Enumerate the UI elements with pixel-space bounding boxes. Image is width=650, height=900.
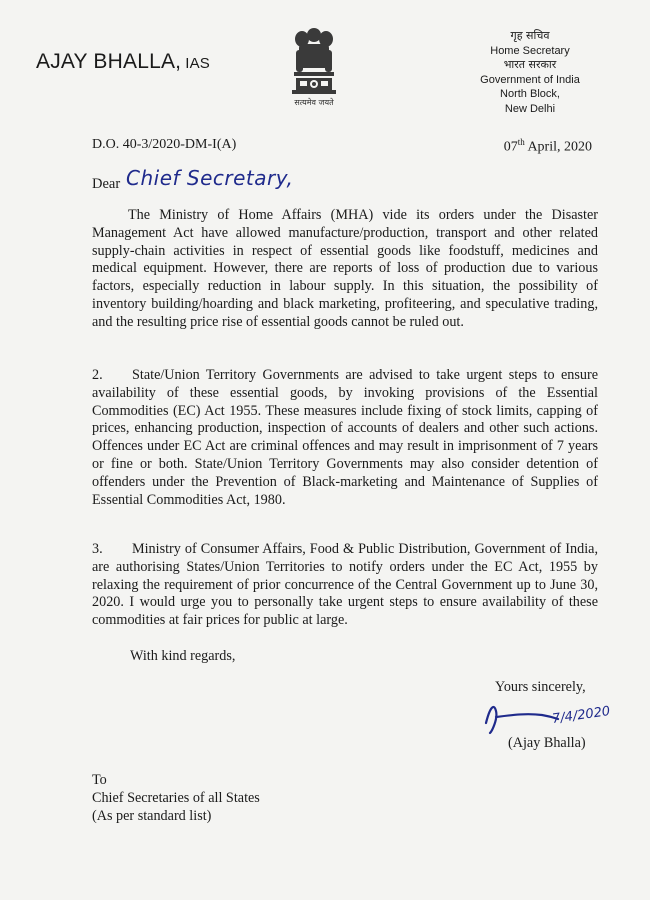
kind-regards: With kind regards, <box>130 648 236 664</box>
office-city: New Delhi <box>504 102 556 115</box>
national-emblem-icon <box>290 26 338 106</box>
paragraph-1: The Ministry of Home Affairs (MHA) vide its orders under the Disaster Management Act have allowed manufacture/production, transport and other related supply-chain activities in respect of essential goods like foodstuff, medicines and medical equipment. However, there are reports of loss of production due to various factors, especially reduction in labour supply. In this situation, the possibility of inventory building/hoarding and black marketing, profiteering, and speculative trading, and the resulting price rise of essential goods cannot be ruled out. <box>92 207 598 330</box>
reference-number: D.O. 40-3/2020-DM-I(A) <box>92 137 237 152</box>
office-govt-hindi: भारत सरकार <box>503 58 557 71</box>
paragraph-2-number: 2. <box>92 367 103 383</box>
recipients-note: (As per standard list) <box>92 808 212 824</box>
paragraph-3: 3. Ministry of Consumer Affairs, Food & Public Distribution, Government of India, are authorising States/Union Territories to notify orders under the EC Act, 1955 by relaxing the requirement of prior concurrence of the Central Government up to June 30, 2020. I would urge you to personally take urgent steps to ensure availability of these commodities at fair prices for public at large. <box>92 541 598 629</box>
recipient-block <box>92 771 260 825</box>
paragraph-2: 2. State/Union Territory Governments are advised to take urgent steps to ensure availability of these essential goods, by invoking provisions of the Essential Commodities (EC) Act 1955. These measures include fixing of stock limits, capping of prices, enhancing production, inspection of accounts of dealers and other such actions. Offences under EC Act are criminal offences and may result in imprisonment of 7 years or fine or both. State/Union Territory Governments may also consider detention of offenders under the Prevention of Black-marketing and Maintenance of Supplies of Essential Commodities Act, 1980. <box>92 367 598 508</box>
letter-date: 07th April, 2020 <box>503 137 592 155</box>
signature-date: 7/4/2020 <box>551 704 612 727</box>
emblem-motto: सत्यमेव जयते <box>294 98 334 107</box>
office-building: North Block, <box>500 88 560 100</box>
sender-name: AJAY BHALLA, IAS <box>36 50 210 73</box>
office-title-hindi: गृह सचिव <box>510 29 550 42</box>
office-govt: Government of India <box>480 73 580 86</box>
recipients: Chief Secretaries of all States <box>92 790 260 806</box>
office-title: Home Secretary <box>490 44 570 57</box>
closing: Yours sincerely, <box>495 679 586 695</box>
paragraph-3-number: 3. <box>92 541 103 557</box>
salutation: Dear <box>92 176 121 192</box>
signatory-name: (Ajay Bhalla) <box>508 735 586 751</box>
office-address <box>450 29 610 116</box>
to-label: To <box>92 772 107 788</box>
handwritten-addressee: Chief Secretary, <box>126 166 294 190</box>
